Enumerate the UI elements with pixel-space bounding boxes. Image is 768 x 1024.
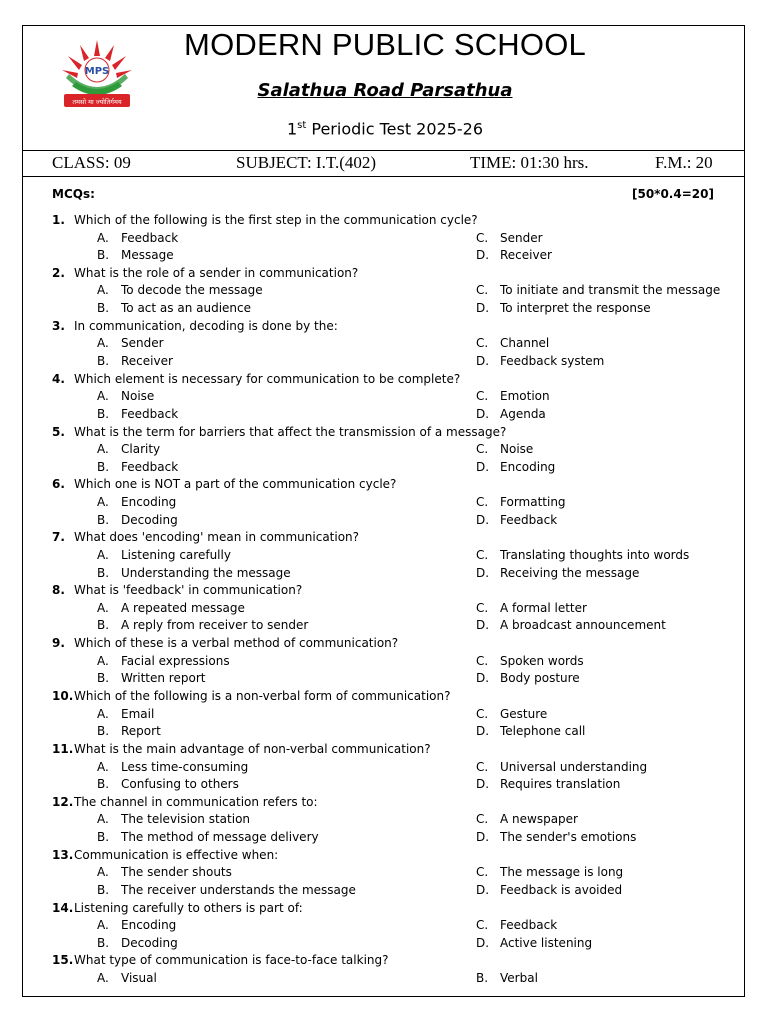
question-row: [0, 212, 768, 230]
option-text: Receiver: [121, 353, 173, 368]
option-row: [0, 459, 768, 477]
option-row: [0, 282, 768, 300]
option-letter: B.: [97, 618, 110, 633]
question-item: [0, 424, 768, 477]
option-text: To act as an audience: [121, 301, 251, 316]
option-letter: A.: [97, 971, 109, 986]
school-address: Salathua Road Parsathua: [257, 80, 513, 101]
option-letter: A.: [97, 336, 109, 351]
exam-ordinal: 1: [286, 119, 298, 139]
option-letter: C.: [476, 495, 489, 510]
option-text: Feedback: [121, 230, 179, 245]
option-letter: A.: [97, 918, 109, 933]
header-divider-top: [23, 150, 744, 151]
option-text: To initiate and transmit the message: [500, 283, 721, 298]
option-text: Feedback: [121, 406, 179, 421]
option-text: Understanding the message: [121, 565, 291, 580]
option-text: A reply from receiver to sender: [121, 618, 309, 633]
subject-info: SUBJECT: I.T.(402): [236, 153, 377, 172]
option-row: [0, 441, 768, 459]
question-number: 3.: [52, 318, 65, 333]
option-row: [0, 353, 768, 371]
question-text: What is the term for barriers that affect the transmission of a message?: [74, 424, 507, 439]
option-text: Feedback: [500, 512, 558, 527]
option-letter: D.: [476, 882, 490, 897]
question-item: [0, 741, 768, 794]
question-number: 15.: [52, 953, 74, 968]
option-text: A repeated message: [121, 600, 245, 615]
option-letter: A.: [97, 230, 109, 245]
option-letter: B.: [97, 671, 110, 686]
option-letter: A.: [97, 547, 109, 562]
question-row: [0, 794, 768, 812]
question-row: [0, 688, 768, 706]
option-text: Channel: [500, 336, 550, 351]
option-letter: B.: [97, 829, 110, 844]
question-text: In communication, decoding is done by the:: [74, 318, 338, 333]
option-row: [0, 406, 768, 424]
option-letter: C.: [476, 389, 489, 404]
option-row: [0, 723, 768, 741]
option-text: Sender: [121, 336, 164, 351]
option-text: Noise: [500, 442, 534, 457]
option-letter: C.: [476, 706, 489, 721]
option-text: Email: [121, 706, 155, 721]
option-row: [0, 335, 768, 353]
option-text: The television station: [121, 812, 251, 827]
option-row: [0, 247, 768, 265]
option-text: Formatting: [500, 495, 566, 510]
option-text: A newspaper: [500, 812, 578, 827]
option-text: Emotion: [500, 389, 550, 404]
option-text: A broadcast announcement: [500, 618, 666, 633]
option-row: [0, 811, 768, 829]
option-row: [0, 494, 768, 512]
question-item: [0, 847, 768, 900]
option-row: [0, 300, 768, 318]
question-number: 10.: [52, 689, 74, 704]
option-letter: A.: [97, 389, 109, 404]
question-item: [0, 582, 768, 635]
question-text: The channel in communication refers to:: [74, 794, 318, 809]
option-row: [0, 776, 768, 794]
option-letter: D.: [476, 301, 490, 316]
option-letter: C.: [476, 547, 489, 562]
question-number: 4.: [52, 371, 65, 386]
question-row: [0, 371, 768, 389]
option-text: Encoding: [121, 495, 177, 510]
question-text: What is 'feedback' in communication?: [74, 583, 303, 598]
option-text: Body posture: [500, 671, 580, 686]
option-text: The sender shouts: [121, 865, 232, 880]
question-number: 9.: [52, 636, 65, 651]
logo-motto: तमसो मा ज्योतिर्गमय: [72, 98, 122, 106]
option-text: Facial expressions: [121, 653, 230, 668]
option-letter: A.: [97, 495, 109, 510]
option-letter: B.: [97, 777, 110, 792]
option-row: [0, 617, 768, 635]
option-text: Sender: [500, 230, 543, 245]
option-text: Decoding: [121, 512, 178, 527]
question-item: [0, 212, 768, 265]
option-letter: D.: [476, 353, 490, 368]
option-text: To decode the message: [121, 283, 263, 298]
option-letter: A.: [97, 283, 109, 298]
question-item: [0, 794, 768, 847]
option-row: [0, 917, 768, 935]
question-row: [0, 318, 768, 336]
option-row: [0, 706, 768, 724]
option-text: Receiving the message: [500, 565, 640, 580]
option-letter: D.: [476, 512, 490, 527]
option-row: [0, 670, 768, 688]
question-text: What type of communication is face-to-face talking?: [74, 953, 389, 968]
option-row: [0, 547, 768, 565]
option-text: Decoding: [121, 935, 178, 950]
question-number: 1.: [52, 213, 65, 227]
full-marks-info: F.M.: 20: [655, 153, 713, 172]
question-row: [0, 741, 768, 759]
option-text: Encoding: [500, 459, 556, 474]
option-letter: C.: [476, 442, 489, 457]
option-letter: D.: [476, 406, 490, 421]
question-number: 8.: [52, 583, 65, 598]
question-row: [0, 582, 768, 600]
question-row: [0, 847, 768, 865]
option-text: Gesture: [500, 706, 548, 721]
option-letter: A.: [97, 706, 109, 721]
exam-ordinal-suffix: st: [297, 120, 307, 131]
option-letter: C.: [476, 230, 489, 245]
question-text: Which one is NOT a part of the communication cycle?: [74, 477, 397, 492]
time-info: TIME: 01:30 hrs.: [470, 153, 589, 172]
option-letter: B.: [97, 248, 110, 263]
option-text: To interpret the response: [500, 301, 651, 316]
question-row: [0, 635, 768, 653]
option-letter: B.: [476, 971, 489, 986]
question-row: [0, 529, 768, 547]
option-letter: B.: [97, 459, 110, 474]
option-letter: C.: [476, 600, 489, 615]
question-number: 5.: [52, 424, 65, 439]
option-text: Feedback: [500, 918, 558, 933]
option-letter: C.: [476, 759, 489, 774]
question-number: 11.: [52, 741, 74, 756]
option-letter: C.: [476, 918, 489, 933]
question-row: [0, 900, 768, 918]
school-logo: [58, 36, 136, 112]
section-label: MCQs:: [52, 187, 95, 201]
exam-name: Periodic Test 2025-26: [306, 119, 484, 139]
logo-initials: MPS: [84, 66, 110, 77]
option-text: Spoken words: [500, 653, 584, 668]
option-row: [0, 230, 768, 248]
question-text: Which element is necessary for communication to be complete?: [74, 371, 461, 386]
question-item: [0, 476, 768, 529]
option-letter: D.: [476, 671, 490, 686]
option-letter: A.: [97, 759, 109, 774]
option-text: The message is long: [500, 865, 624, 880]
question-text: What is the main advantage of non-verbal communication?: [74, 741, 431, 756]
option-letter: C.: [476, 336, 489, 351]
question-text: What does 'encoding' mean in communication?: [74, 530, 360, 545]
option-text: Agenda: [500, 406, 546, 421]
option-row: [0, 935, 768, 953]
option-letter: B.: [97, 882, 110, 897]
question-item: [0, 635, 768, 688]
option-text: Feedback: [121, 459, 179, 474]
option-letter: C.: [476, 283, 489, 298]
option-text: Report: [121, 724, 161, 739]
option-text: Message: [121, 248, 174, 263]
option-text: The method of message delivery: [121, 829, 319, 844]
question-number: 13.: [52, 847, 74, 862]
question-row: [0, 476, 768, 494]
option-letter: B.: [97, 301, 110, 316]
question-item: [0, 371, 768, 424]
option-text: Noise: [121, 389, 155, 404]
question-item: [0, 900, 768, 953]
exam-title: [250, 115, 520, 140]
option-letter: B.: [97, 565, 110, 580]
option-letter: B.: [97, 406, 110, 421]
question-text: Which of the following is the first step in the communication cycle?: [74, 213, 478, 227]
question-row: [0, 424, 768, 442]
option-text: The receiver understands the message: [121, 882, 356, 897]
option-text: Listening carefully: [121, 547, 231, 562]
option-row: [0, 512, 768, 530]
section-marks: [50*0.4=20]: [632, 187, 714, 201]
option-row: [0, 388, 768, 406]
option-text: Less time-consuming: [121, 759, 249, 774]
option-letter: D.: [476, 248, 490, 263]
option-letter: D.: [476, 935, 490, 950]
question-row: [0, 952, 768, 970]
question-number: 12.: [52, 794, 74, 809]
question-text: What is the role of a sender in communication?: [74, 265, 359, 280]
option-letter: B.: [97, 353, 110, 368]
option-row: [0, 653, 768, 671]
option-letter: A.: [97, 865, 109, 880]
option-row: [0, 864, 768, 882]
class-info: CLASS: 09: [52, 153, 131, 172]
option-text: Active listening: [500, 935, 593, 950]
option-letter: D.: [476, 777, 490, 792]
option-text: Translating thoughts into words: [500, 547, 690, 562]
option-letter: C.: [476, 812, 489, 827]
question-item: [0, 952, 768, 1005]
option-row: [0, 882, 768, 900]
option-row: [0, 759, 768, 777]
question-text: Listening carefully to others is part of:: [74, 900, 303, 915]
option-row: [0, 600, 768, 618]
option-letter: A.: [97, 600, 109, 615]
option-text: Telephone call: [500, 724, 586, 739]
option-text: Feedback is avoided: [500, 882, 623, 897]
question-row: [0, 265, 768, 283]
option-text: Visual: [121, 971, 157, 986]
question-number: 6.: [52, 477, 65, 492]
option-row: [0, 970, 768, 988]
option-text: Requires translation: [500, 777, 621, 792]
question-item: [0, 688, 768, 741]
option-row: [0, 829, 768, 847]
question-number: 14.: [52, 900, 74, 915]
option-text: Written report: [121, 671, 206, 686]
option-letter: D.: [476, 618, 490, 633]
header-divider-bottom: [23, 176, 744, 177]
question-number: 2.: [52, 265, 65, 280]
option-letter: B.: [97, 724, 110, 739]
option-letter: B.: [97, 512, 110, 527]
option-text: Universal understanding: [500, 759, 648, 774]
option-letter: C.: [476, 865, 489, 880]
option-text: Confusing to others: [121, 777, 239, 792]
option-text: Encoding: [121, 918, 177, 933]
option-row: [0, 565, 768, 583]
school-name: MODERN PUBLIC SCHOOL: [184, 27, 586, 62]
question-item: [0, 265, 768, 318]
option-letter: D.: [476, 829, 490, 844]
option-text: Feedback system: [500, 353, 605, 368]
question-number: 7.: [52, 530, 65, 545]
option-text: The sender's emotions: [500, 829, 637, 844]
option-letter: A.: [97, 653, 109, 668]
option-text: Clarity: [121, 442, 161, 457]
question-list: [0, 212, 768, 1005]
question-text: Communication is effective when:: [74, 847, 279, 862]
option-text: A formal letter: [500, 600, 587, 615]
question-text: Which of these is a verbal method of communication?: [74, 636, 399, 651]
option-text: Verbal: [500, 971, 538, 986]
option-letter: A.: [97, 442, 109, 457]
option-letter: D.: [476, 565, 490, 580]
option-letter: D.: [476, 724, 490, 739]
question-item: [0, 318, 768, 371]
question-text: Which of the following is a non-verbal form of communication?: [74, 689, 451, 704]
option-letter: B.: [97, 935, 110, 950]
question-item: [0, 529, 768, 582]
option-letter: A.: [97, 812, 109, 827]
option-letter: C.: [476, 653, 489, 668]
option-letter: D.: [476, 459, 490, 474]
option-text: Receiver: [500, 248, 552, 263]
